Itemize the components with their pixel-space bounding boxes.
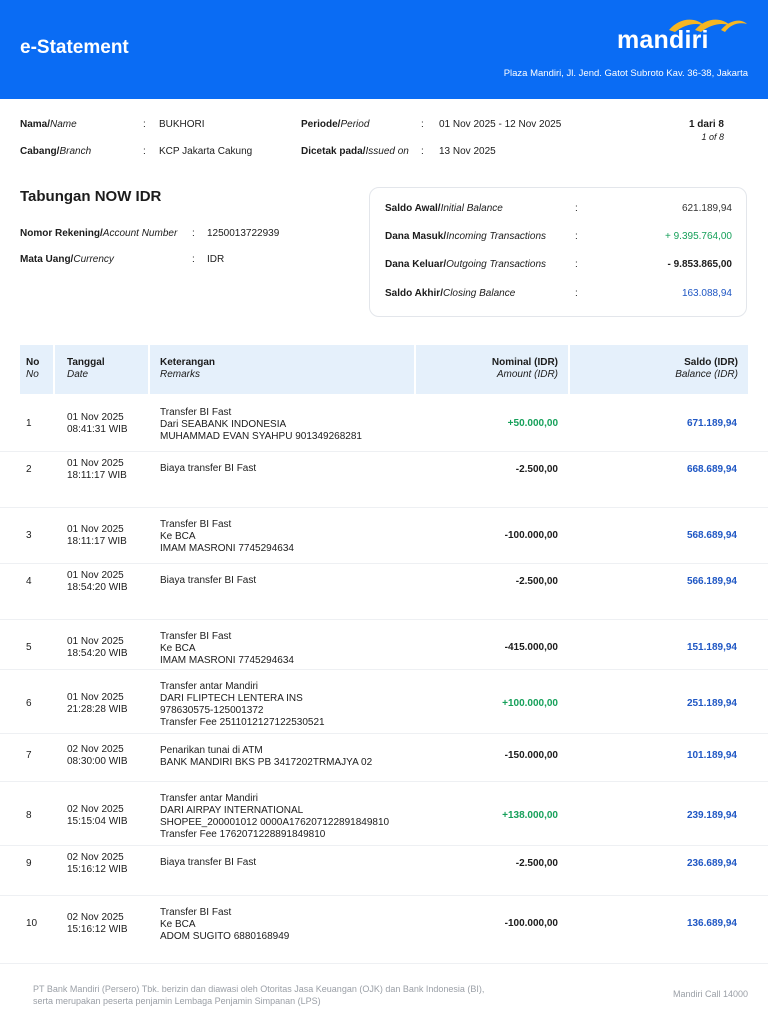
branch-value: KCP Jakarta Cakung xyxy=(159,146,253,157)
currency-label: Mata Uang/Currency xyxy=(20,254,114,265)
incoming-value: + 9.395.764,00 xyxy=(664,231,732,242)
footer-divider xyxy=(0,963,768,964)
row-number: 10 xyxy=(26,918,38,929)
row-remarks xyxy=(160,793,389,841)
colon: : xyxy=(421,146,424,157)
account-title: Tabungan NOW IDR xyxy=(20,188,162,205)
row-remarks xyxy=(160,681,325,729)
footer-line-2: serta merupakan peserta penjamin Lembaga Penjamin Simpanan (LPS) xyxy=(33,996,321,1006)
row-balance: 236.689,94 xyxy=(686,858,737,869)
header-balance: Saldo (IDR) Balance (IDR) xyxy=(570,345,748,394)
colon: : xyxy=(192,254,195,265)
row-date-time: 18:54:20 WIB xyxy=(67,648,128,659)
header-remarks: Keterangan Remarks xyxy=(150,345,414,394)
row-divider xyxy=(0,781,768,782)
row-date-time: 15:15:04 WIB xyxy=(67,816,128,827)
row-date xyxy=(67,804,128,828)
row-remarks-line: Ke BCA xyxy=(160,919,196,930)
outgoing-value: - 9.853.865,00 xyxy=(667,259,732,270)
row-number: 2 xyxy=(26,464,32,475)
period-value: 01 Nov 2025 - 12 Nov 2025 xyxy=(439,119,562,130)
header-amount: Nominal (IDR) Amount (IDR) xyxy=(416,345,568,394)
row-date-day: 01 Nov 2025 xyxy=(67,570,124,581)
page-number-en: 1 of 8 xyxy=(701,132,724,142)
row-date xyxy=(67,524,127,548)
row-remarks-line: ADOM SUGITO 6880168949 xyxy=(160,931,290,942)
row-date-time: 18:11:17 WIB xyxy=(67,470,127,481)
page-number: 1 dari 8 xyxy=(688,119,724,130)
name-value: BUKHORI xyxy=(159,119,205,130)
row-number: 7 xyxy=(26,750,32,761)
row-remarks-line: Biaya transfer BI Fast xyxy=(160,857,257,868)
brand-name: mandiri xyxy=(617,26,709,54)
row-remarks xyxy=(160,575,256,587)
row-date xyxy=(67,636,128,660)
row-remarks-line: IMAM MASRONI 7745294634 xyxy=(160,655,294,666)
row-divider xyxy=(0,845,768,846)
footer-disclaimer xyxy=(33,983,553,1007)
row-date xyxy=(67,692,128,716)
row-divider xyxy=(0,733,768,734)
header-no: No No xyxy=(20,345,53,394)
period-label: Periode/Period xyxy=(301,119,370,130)
row-number: 9 xyxy=(26,858,32,869)
outgoing-row xyxy=(385,259,732,273)
row-date-day: 01 Nov 2025 xyxy=(67,692,124,703)
row-date xyxy=(67,570,128,594)
statement-header xyxy=(0,0,768,99)
row-remarks xyxy=(160,745,372,769)
row-date-time: 15:16:12 WIB xyxy=(67,864,128,875)
row-date-time: 21:28:28 WIB xyxy=(67,704,128,715)
row-divider xyxy=(0,619,768,620)
colon: : xyxy=(575,259,578,270)
row-date-time: 18:54:20 WIB xyxy=(67,582,128,593)
row-remarks-line: Transfer BI Fast xyxy=(160,407,232,418)
colon: : xyxy=(575,288,578,299)
row-remarks-line: 978630575-125001372 xyxy=(160,705,264,716)
row-balance: 671.189,94 xyxy=(686,418,737,429)
row-date xyxy=(67,412,128,436)
colon: : xyxy=(192,228,195,239)
closing-label: Saldo Akhir/Closing Balance xyxy=(385,288,516,299)
row-remarks xyxy=(160,907,289,943)
row-divider xyxy=(0,451,768,452)
row-remarks xyxy=(160,407,362,443)
row-amount: +138.000,00 xyxy=(502,810,558,821)
row-remarks-line: Ke BCA xyxy=(160,531,196,542)
row-amount: +50.000,00 xyxy=(507,418,558,429)
row-remarks-line: Transfer BI Fast xyxy=(160,907,232,918)
initial-balance-row xyxy=(385,203,732,217)
row-remarks-line: Transfer antar Mandiri xyxy=(160,793,258,804)
header-date: Tanggal Date xyxy=(55,345,148,394)
colon: : xyxy=(421,119,424,130)
row-date xyxy=(67,458,127,482)
currency-value: IDR xyxy=(207,254,225,265)
initial-balance-label: Saldo Awal/Initial Balance xyxy=(385,203,503,214)
row-number: 6 xyxy=(26,698,32,709)
colon: : xyxy=(575,231,578,242)
row-date-day: 02 Nov 2025 xyxy=(67,912,124,923)
row-divider xyxy=(0,895,768,896)
row-remarks-line: DARI FLIPTECH LENTERA INS xyxy=(160,693,303,704)
row-remarks-line: Transfer Fee 2511012127122530521 xyxy=(160,717,325,728)
issued-label: Dicetak pada/Issued on xyxy=(301,146,409,157)
row-amount: -2.500,00 xyxy=(515,464,558,475)
row-number: 3 xyxy=(26,530,32,541)
row-date xyxy=(67,912,128,936)
row-divider xyxy=(0,669,768,670)
row-date xyxy=(67,744,128,768)
incoming-row xyxy=(385,231,732,245)
row-date-time: 08:41:31 WIB xyxy=(67,424,128,435)
page-title: e-Statement xyxy=(20,37,129,58)
row-number: 1 xyxy=(26,418,32,429)
transaction-table-header xyxy=(20,345,748,394)
row-date-day: 02 Nov 2025 xyxy=(67,804,124,815)
row-date-time: 15:16:12 WIB xyxy=(67,924,128,935)
row-remarks-line: MUHAMMAD EVAN SYAHPU 901349268281 xyxy=(160,431,362,442)
row-amount: -150.000,00 xyxy=(504,750,558,761)
account-number-label: Nomor Rekening/Account Number xyxy=(20,228,178,239)
row-date-time: 08:30:00 WIB xyxy=(67,756,128,767)
row-remarks-line: Biaya transfer BI Fast xyxy=(160,463,257,474)
row-remarks-line: DARI AIRPAY INTERNATIONAL xyxy=(160,805,304,816)
row-remarks-line: Transfer antar Mandiri xyxy=(160,681,258,692)
row-date-day: 02 Nov 2025 xyxy=(67,744,124,755)
row-remarks-line: SHOPEE_200001012 0000A1762071228918498​10 xyxy=(160,817,390,828)
row-date-day: 01 Nov 2025 xyxy=(67,458,124,469)
row-remarks-line: Ke BCA xyxy=(160,643,196,654)
outgoing-label: Dana Keluar/Outgoing Transactions xyxy=(385,259,547,270)
row-number: 4 xyxy=(26,576,32,587)
bank-address: Plaza Mandiri, Jl. Jend. Gatot Subroto Kav. 36-38, Jakarta xyxy=(503,68,748,79)
row-remarks-line: Dari SEABANK INDONESIA xyxy=(160,419,287,430)
row-remarks xyxy=(160,519,294,555)
colon: : xyxy=(143,146,146,157)
colon: : xyxy=(575,203,578,214)
row-balance: 568.689,94 xyxy=(686,530,737,541)
row-divider xyxy=(0,563,768,564)
row-remarks-line: Transfer BI Fast xyxy=(160,519,232,530)
row-amount: +100.000,00 xyxy=(502,698,558,709)
row-date-time: 18:11:17 WIB xyxy=(67,536,127,547)
colon: : xyxy=(143,119,146,130)
row-balance: 566.189,94 xyxy=(686,576,737,587)
branch-label: Cabang/Branch xyxy=(20,146,92,157)
row-remarks-line: BANK MANDIRI BKS PB 3417202TRMAJYA 02 xyxy=(160,757,373,768)
row-amount: -2.500,00 xyxy=(515,576,558,587)
row-date xyxy=(67,852,128,876)
row-remarks-line: IMAM MASRONI 7745294634 xyxy=(160,543,294,554)
name-label: Nama/Name xyxy=(20,119,77,130)
balance-summary xyxy=(369,187,747,317)
row-remarks-line: Transfer BI Fast xyxy=(160,631,232,642)
issued-value: 13 Nov 2025 xyxy=(439,146,496,157)
row-date-day: 01 Nov 2025 xyxy=(67,412,124,423)
row-amount: -2.500,00 xyxy=(515,858,558,869)
row-remarks-line: Penarikan tunai di ATM xyxy=(160,745,263,756)
row-remarks-line: Biaya transfer BI Fast xyxy=(160,575,257,586)
row-balance: 151.189,94 xyxy=(686,642,737,653)
closing-value: 163.088,94 xyxy=(681,288,732,299)
call-center: Mandiri Call 14000 xyxy=(672,989,748,999)
row-amount: -100.000,00 xyxy=(504,530,558,541)
initial-balance-value: 621.189,94 xyxy=(681,203,732,214)
row-balance: 239.189,94 xyxy=(686,810,737,821)
row-remarks-line: Transfer Fee 1762071228891849810 xyxy=(160,829,326,840)
row-number: 5 xyxy=(26,642,32,653)
row-balance: 251.189,94 xyxy=(686,698,737,709)
row-amount: -100.000,00 xyxy=(504,918,558,929)
row-balance: 136.689,94 xyxy=(686,918,737,929)
row-date-day: 01 Nov 2025 xyxy=(67,636,124,647)
row-balance: 668.689,94 xyxy=(686,464,737,475)
row-divider xyxy=(0,507,768,508)
closing-row xyxy=(385,288,732,302)
row-date-day: 02 Nov 2025 xyxy=(67,852,124,863)
row-date-day: 01 Nov 2025 xyxy=(67,524,124,535)
incoming-label: Dana Masuk/Incoming Transactions xyxy=(385,231,546,242)
row-remarks xyxy=(160,631,294,667)
account-number-value: 1250013722939 xyxy=(207,228,280,239)
row-remarks xyxy=(160,857,256,869)
row-number: 8 xyxy=(26,810,32,821)
row-amount: -415.000,00 xyxy=(504,642,558,653)
row-remarks xyxy=(160,463,256,475)
row-balance: 101.189,94 xyxy=(686,750,737,761)
footer-line-1: PT Bank Mandiri (Persero) Tbk. berizin dan diawasi oleh Otoritas Jasa Keuangan (OJK) dan Bank Indonesia (BI), xyxy=(33,984,485,994)
